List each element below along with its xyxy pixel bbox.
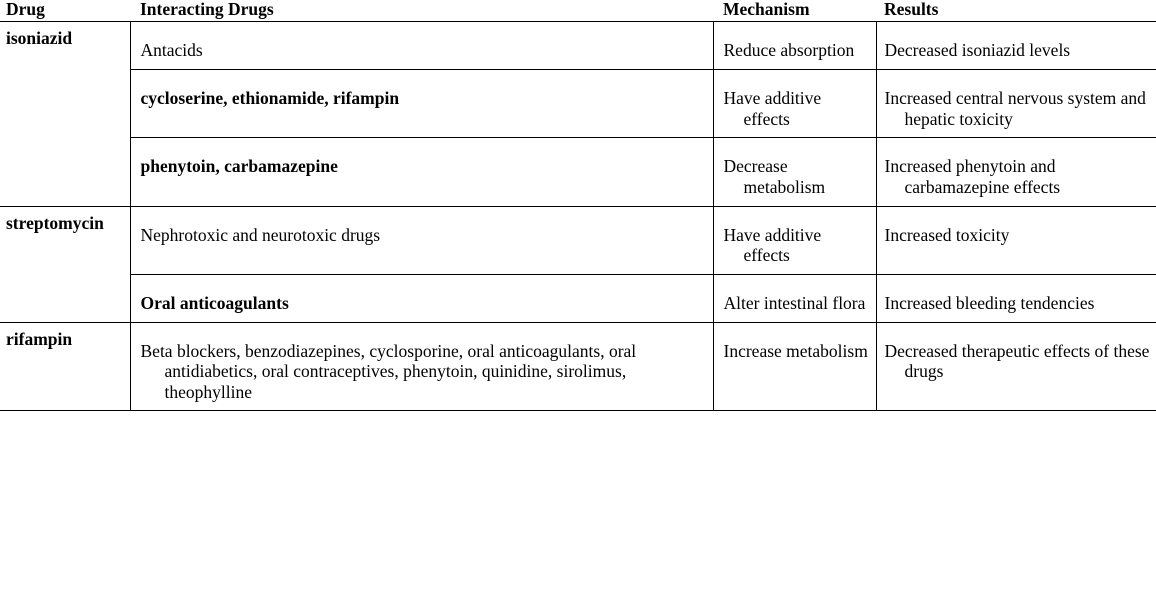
table-header <box>0 0 1156 22</box>
cell-results: Increased central nervous system and hepatic toxicity <box>876 70 1156 138</box>
cell-mechanism: Have additive effects <box>713 206 876 274</box>
table-row <box>0 206 1156 274</box>
cell-interacting-drugs: Beta blockers, benzodiazepines, cyclosporine, oral anticoagulants, oral antidiabetics, oral contraceptives, phenytoin, quinidine, sirolimus, theophylline <box>130 322 713 411</box>
cell-mechanism: Alter intestinal flora <box>713 274 876 322</box>
table-row <box>0 274 1156 322</box>
cell-drug-name: rifampin <box>0 322 130 411</box>
cell-results: Decreased therapeutic effects of these drugs <box>876 322 1156 411</box>
column-header-mechanism: Mechanism <box>713 0 876 22</box>
cell-interacting-drugs: Antacids <box>130 22 713 70</box>
cell-results: Decreased isoniazid levels <box>876 22 1156 70</box>
cell-drug-name: isoniazid <box>0 22 130 206</box>
cell-mechanism: Reduce absorption <box>713 22 876 70</box>
cell-interacting-drugs: Nephrotoxic and neurotoxic drugs <box>130 206 713 274</box>
table-body <box>0 22 1156 411</box>
cell-mechanism: Increase metabolism <box>713 322 876 411</box>
column-header-results: Results <box>876 0 1156 22</box>
cell-interacting-drugs: Oral anticoagulants <box>130 274 713 322</box>
table-header-row <box>0 0 1156 22</box>
cell-interacting-drugs: cycloserine, ethionamide, rifampin <box>130 70 713 138</box>
table-row <box>0 70 1156 138</box>
table-row <box>0 22 1156 70</box>
cell-mechanism: Decrease metabolism <box>713 138 876 206</box>
cell-drug-name: streptomycin <box>0 206 130 322</box>
cell-mechanism: Have additive effects <box>713 70 876 138</box>
column-header-drug: Drug <box>0 0 130 22</box>
cell-results: Increased toxicity <box>876 206 1156 274</box>
table-row <box>0 138 1156 206</box>
cell-results: Increased bleeding tendencies <box>876 274 1156 322</box>
cell-interacting-drugs: phenytoin, carbamazepine <box>130 138 713 206</box>
table-row <box>0 322 1156 411</box>
cell-results: Increased phenytoin and carbamazepine effects <box>876 138 1156 206</box>
column-header-interacting-drugs: Interacting Drugs <box>130 0 713 22</box>
